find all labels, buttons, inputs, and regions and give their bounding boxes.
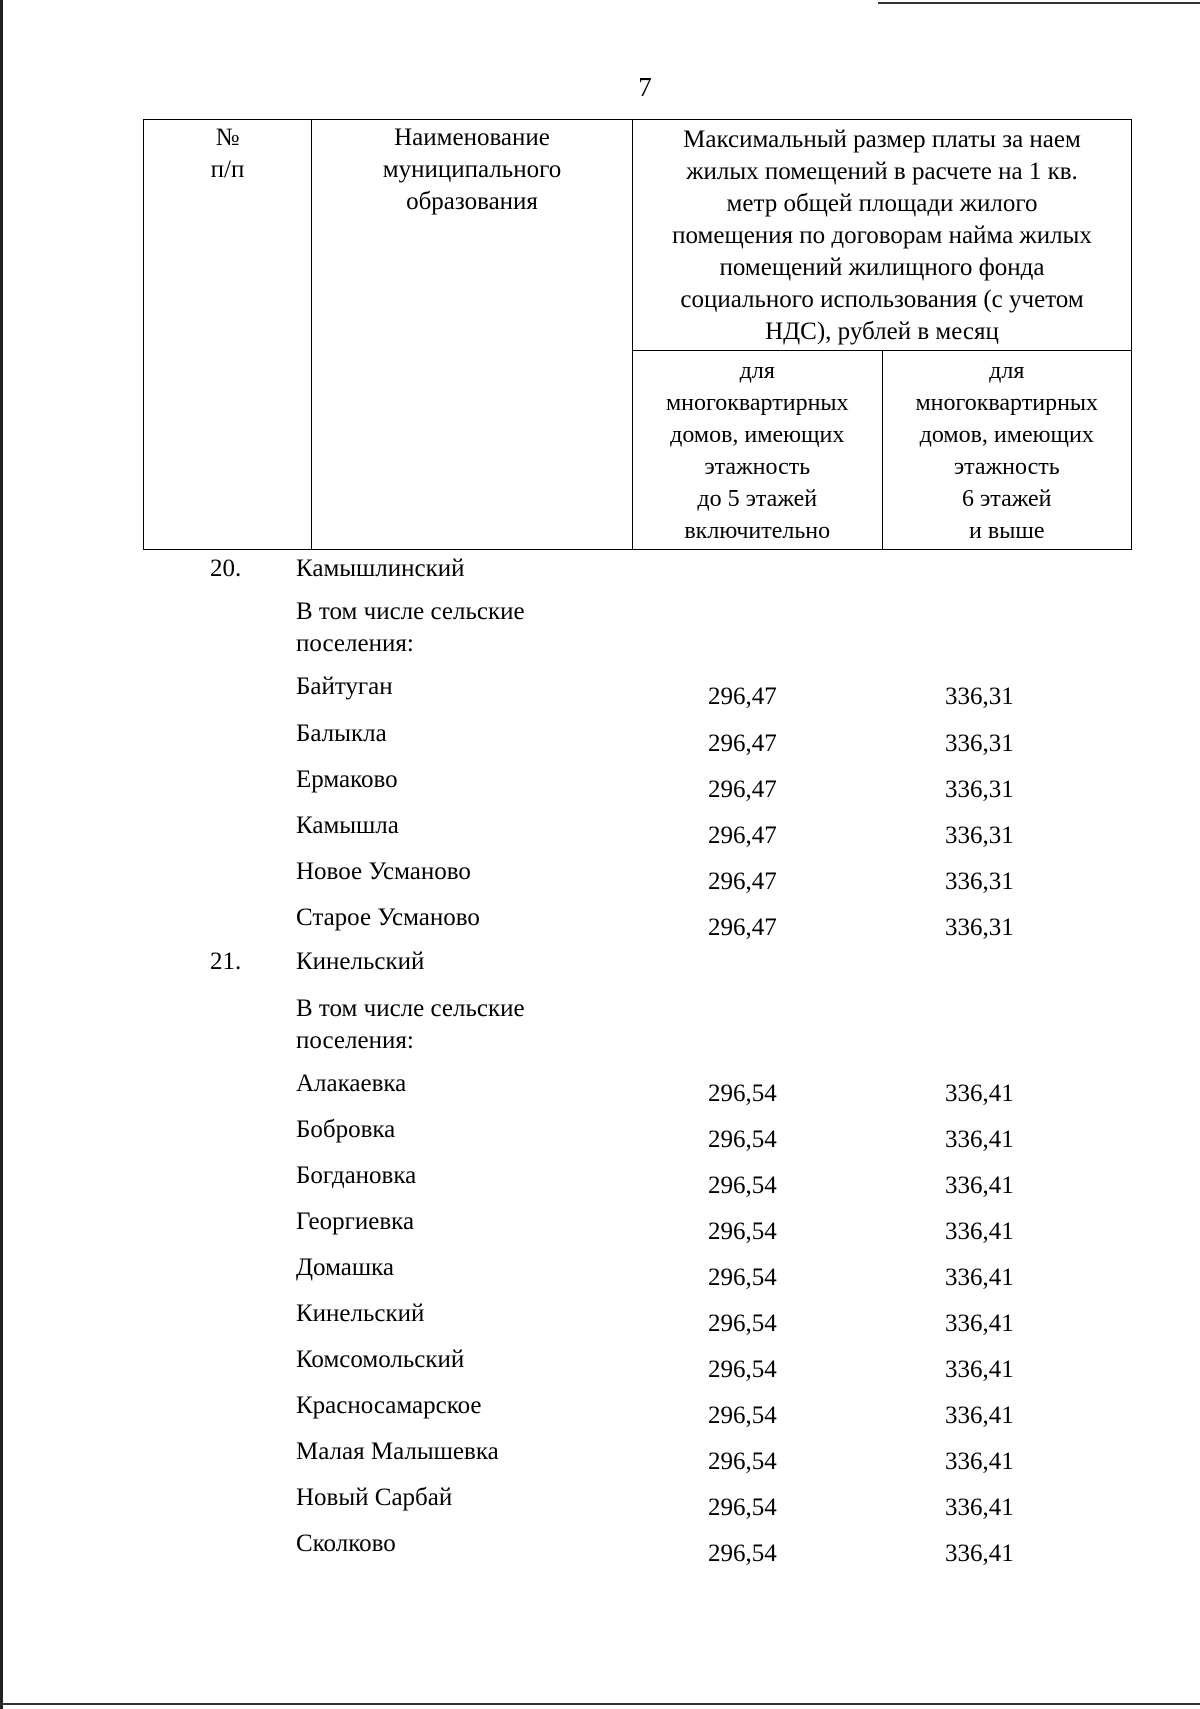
- row-name: Камышла: [296, 812, 399, 839]
- row-value-up-to-5-floors: 296,54: [708, 1540, 777, 1567]
- row-value-6-floors-and-above: 336,41: [945, 1494, 1014, 1521]
- row-value-up-to-5-floors: 296,54: [708, 1264, 777, 1291]
- row-name: В том числе сельские поселения:: [296, 995, 525, 1054]
- row-name: Ермаково: [296, 766, 398, 793]
- header-col-number: № п/п: [144, 120, 312, 550]
- row-name: Кинельский: [296, 948, 425, 975]
- row-value-6-floors-and-above: 336,31: [945, 776, 1014, 803]
- page-number: 7: [638, 72, 652, 102]
- row-value-up-to-5-floors: 296,54: [708, 1126, 777, 1153]
- row-number: 21.: [210, 948, 242, 975]
- row-name: Богдановка: [296, 1162, 417, 1189]
- row-name: Старое Усманово: [296, 904, 480, 931]
- row-value-6-floors-and-above: 336,31: [945, 914, 1014, 941]
- row-value-up-to-5-floors: 296,54: [708, 1218, 777, 1245]
- row-value-6-floors-and-above: 336,41: [945, 1126, 1014, 1153]
- row-value-6-floors-and-above: 336,31: [945, 822, 1014, 849]
- row-value-up-to-5-floors: 296,47: [708, 868, 777, 895]
- row-value-up-to-5-floors: 296,47: [708, 776, 777, 803]
- header-col-name: Наименование муниципального образования: [312, 120, 633, 550]
- row-value-up-to-5-floors: 296,54: [708, 1402, 777, 1429]
- row-value-up-to-5-floors: 296,54: [708, 1356, 777, 1383]
- row-value-6-floors-and-above: 336,31: [945, 868, 1014, 895]
- row-value-6-floors-and-above: 336,31: [945, 683, 1014, 710]
- row-value-up-to-5-floors: 296,47: [708, 822, 777, 849]
- row-name: В том числе сельские поселения:: [296, 598, 525, 657]
- row-value-up-to-5-floors: 296,54: [708, 1494, 777, 1521]
- row-name: Малая Малышевка: [296, 1438, 499, 1465]
- row-name: Комсомольский: [296, 1346, 465, 1373]
- header-col-max-fee: Максимальный размер платы за наем жилых помещений в расчете на 1 кв. метр общей площади жилого помещения по договорам найма жилых помещений жилищного фонда социального использования (с учетом НДС), рублей в месяц: [633, 120, 1132, 351]
- row-value-6-floors-and-above: 336,41: [945, 1402, 1014, 1429]
- row-name: Кинельский: [296, 1300, 425, 1327]
- row-name: Новое Усманово: [296, 858, 471, 885]
- row-name: Байтуган: [296, 673, 393, 700]
- scan-border-bottom: [0, 1703, 1200, 1705]
- row-name: Камышлинский: [296, 555, 465, 582]
- scan-border-top: [878, 2, 1200, 4]
- row-value-up-to-5-floors: 296,54: [708, 1448, 777, 1475]
- table-header: [143, 119, 1132, 550]
- row-value-up-to-5-floors: 296,54: [708, 1080, 777, 1107]
- row-value-up-to-5-floors: 296,47: [708, 914, 777, 941]
- header-col-up-to-5-floors: для многоквартирных домов, имеющих этажность до 5 этажей включительно: [633, 351, 883, 550]
- row-number: 20.: [210, 555, 242, 582]
- row-name: Бобровка: [296, 1116, 396, 1143]
- row-value-up-to-5-floors: 296,47: [708, 683, 777, 710]
- row-value-6-floors-and-above: 336,41: [945, 1356, 1014, 1383]
- row-value-6-floors-and-above: 336,41: [945, 1080, 1014, 1107]
- row-name: Сколково: [296, 1530, 396, 1557]
- row-value-6-floors-and-above: 336,41: [945, 1172, 1014, 1199]
- row-value-6-floors-and-above: 336,31: [945, 730, 1014, 757]
- row-name: Новый Сарбай: [296, 1484, 453, 1511]
- header-col-6-floors-and-above: для многоквартирных домов, имеющих этажность 6 этажей и выше: [882, 351, 1132, 550]
- row-value-6-floors-and-above: 336,41: [945, 1540, 1014, 1567]
- row-name: Георгиевка: [296, 1208, 415, 1235]
- row-value-6-floors-and-above: 336,41: [945, 1310, 1014, 1337]
- row-value-up-to-5-floors: 296,47: [708, 730, 777, 757]
- scan-border-left: [0, 0, 3, 1709]
- row-value-6-floors-and-above: 336,41: [945, 1264, 1014, 1291]
- row-name: Балыкла: [296, 720, 387, 747]
- row-name: Домашка: [296, 1254, 394, 1281]
- row-name: Красносамарское: [296, 1392, 482, 1419]
- row-value-up-to-5-floors: 296,54: [708, 1310, 777, 1337]
- row-name: Алакаевка: [296, 1070, 407, 1097]
- row-value-6-floors-and-above: 336,41: [945, 1448, 1014, 1475]
- row-value-6-floors-and-above: 336,41: [945, 1218, 1014, 1245]
- row-value-up-to-5-floors: 296,54: [708, 1172, 777, 1199]
